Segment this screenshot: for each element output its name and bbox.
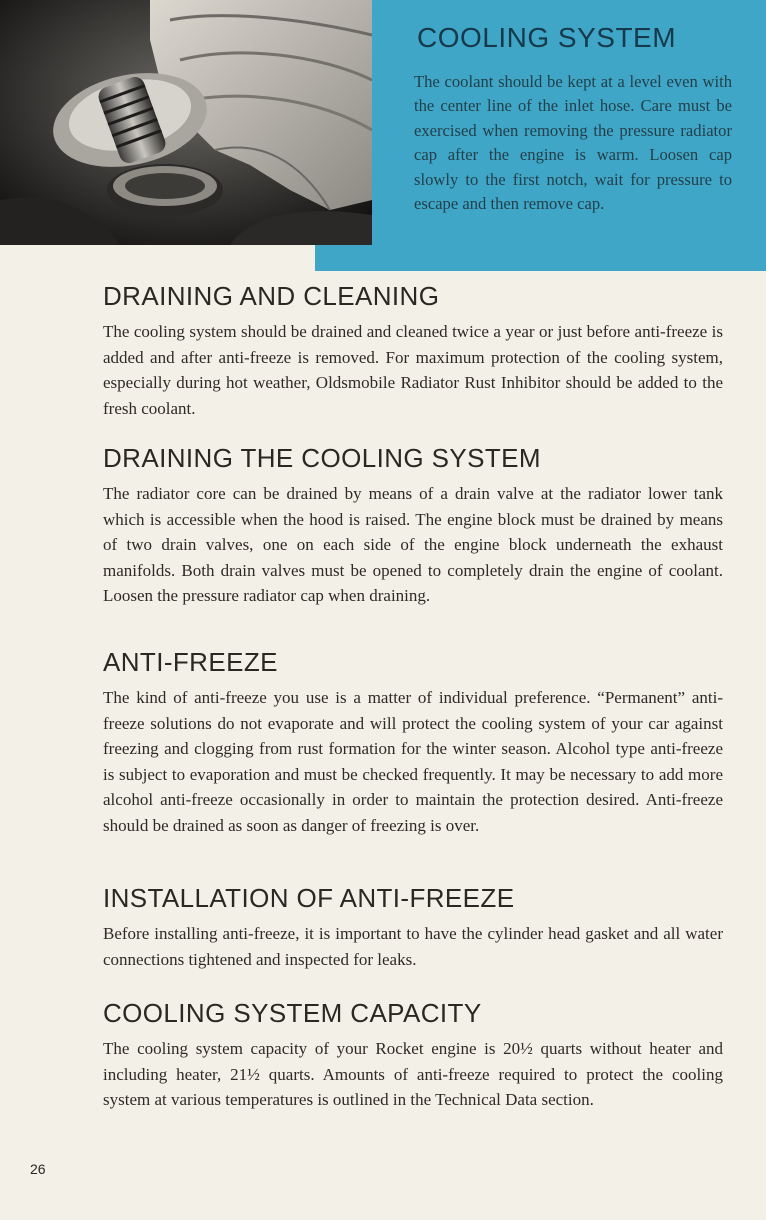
section-heading: ANTI-FREEZE <box>103 647 278 677</box>
section-text: Before installing anti-freeze, it is important to have the cylinder head gasket and all water connections tightened and inspected for leaks. <box>103 924 723 969</box>
section-installation-of-anti-freeze <box>103 883 723 972</box>
section-text: The radiator core can be drained by means of a drain valve at the radiator lower tank which is accessible when the hood is raised. The engine block must be drained by means of two drain valves, one on each side of the engine block underneath the exhaust manifolds. Both drain valves must be opened to completely drain the engine of coolant. Loosen the pressure radiator cap when draining. <box>103 484 723 606</box>
section-anti-freeze <box>103 647 723 839</box>
panel-accent-strip <box>315 245 375 271</box>
radiator-cap-photo <box>0 0 372 245</box>
section-text: The cooling system capacity of your Rocket engine is 20½ quarts without heater and including heater, 21½ quarts. Amounts of anti-freeze required to protect the cooling system at various temperatures is outlined in the Technical Data section. <box>103 1039 723 1110</box>
section-heading: COOLING SYSTEM CAPACITY <box>103 998 482 1028</box>
page-number: 26 <box>30 1161 46 1177</box>
section-text: The kind of anti-freeze you use is a matter of individual preference. “Permanent” anti-freeze solutions do not evaporate and will protect the cooling system of your car against freezing and clogging from rust formation for the winter season. Alcohol type anti-freeze is subject to evaporation and must be checked frequently. It may be necessary to add more alcohol anti-freeze occasionally in order to maintain the protection desired. Anti-freeze should be drained as soon as danger of freezing is over. <box>103 688 723 835</box>
section-heading: DRAINING THE COOLING SYSTEM <box>103 443 541 473</box>
radiator-cap-photo-icon <box>0 0 372 245</box>
section-draining-and-cleaning <box>103 281 723 421</box>
section-cooling-system-capacity <box>103 998 723 1113</box>
section-heading: DRAINING AND CLEANING <box>103 281 440 311</box>
section-text: The cooling system should be drained and cleaned twice a year or just before anti-freeze is added and after anti-freeze is removed. For maximum protection of the cooling system, especially during hot weather, Oldsmobile Radiator Rust Inhibitor should be added to the fresh coolant. <box>103 322 723 418</box>
cooling-system-text: The coolant should be kept at a level even with the center line of the inlet hose. Care must be exercised when removing the pressure radiator cap after the engine is warm. Loosen cap slowly to the first notch, wait for pressure to escape and then remove cap. <box>414 72 732 214</box>
cooling-system-title: COOLING SYSTEM <box>417 22 677 53</box>
section-heading: INSTALLATION OF ANTI-FREEZE <box>103 883 515 913</box>
section-draining-the-cooling-system <box>103 443 723 609</box>
